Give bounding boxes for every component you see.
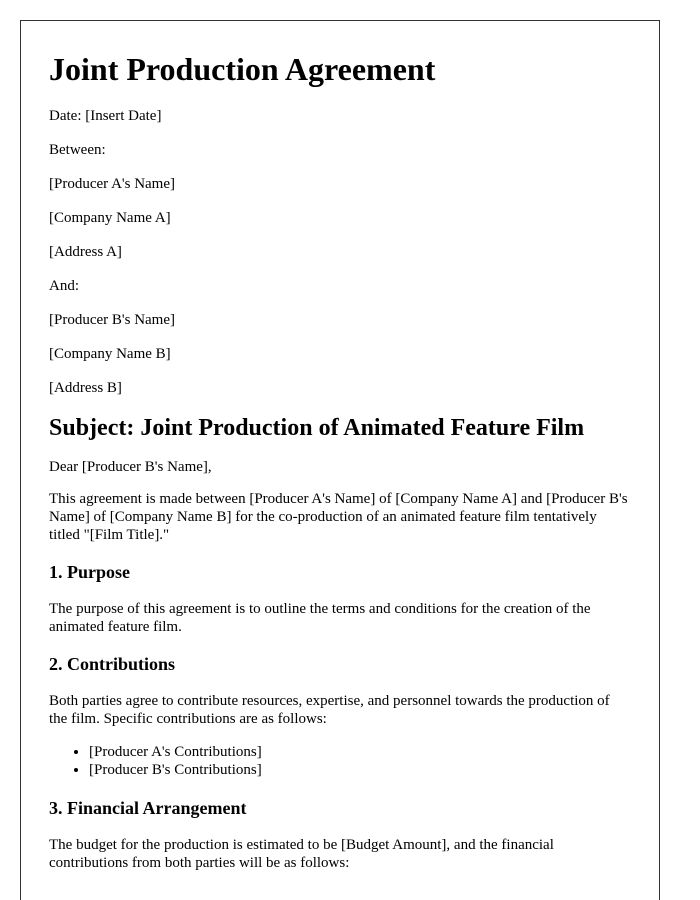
party-a-company: [Company Name A] [49, 210, 171, 226]
intro-paragraph: This agreement is made between [Producer A's Name] of [Company Name A] and [Producer B's Name] of [Company Name B] for the co-production of an animated feature film tentatively titled "[Film Title]." [49, 491, 628, 543]
party-a-address: [Address A] [49, 244, 122, 260]
contributions-list [49, 743, 631, 779]
party-a-name: [Producer A's Name] [49, 176, 175, 192]
list-item: • [Producer A's Contributions] [89, 743, 631, 761]
party-b-company: [Company Name B] [49, 346, 171, 362]
section-heading-financial: 3. Financial Arrangement [49, 798, 247, 818]
document-title: Joint Production Agreement [49, 51, 436, 87]
date-line: Date: [Insert Date] [49, 108, 162, 124]
section-body-purpose: The purpose of this agreement is to outline the terms and conditions for the creation of the animated feature film. [49, 601, 591, 635]
section-heading-purpose: 1. Purpose [49, 562, 130, 582]
section-body-contributions: Both parties agree to contribute resources, expertise, and personnel towards the production of the film. Specific contributions are as follows: [49, 693, 610, 727]
party-b-address: [Address B] [49, 380, 122, 396]
list-item: • [Producer B's Contributions] [89, 761, 631, 779]
section-heading-contributions: 2. Contributions [49, 654, 176, 674]
salutation: Dear [Producer B's Name], [49, 459, 212, 475]
section-body-financial: The budget for the production is estimated to be [Budget Amount], and the financial contributions from both parties will be as follows: [49, 837, 554, 871]
party-b-name: [Producer B's Name] [49, 312, 175, 328]
and-label: And: [49, 278, 79, 294]
between-label: Between: [49, 142, 106, 158]
subject-heading: Subject: Joint Production of Animated Feature Film [49, 415, 585, 441]
agreement-page [20, 20, 660, 900]
